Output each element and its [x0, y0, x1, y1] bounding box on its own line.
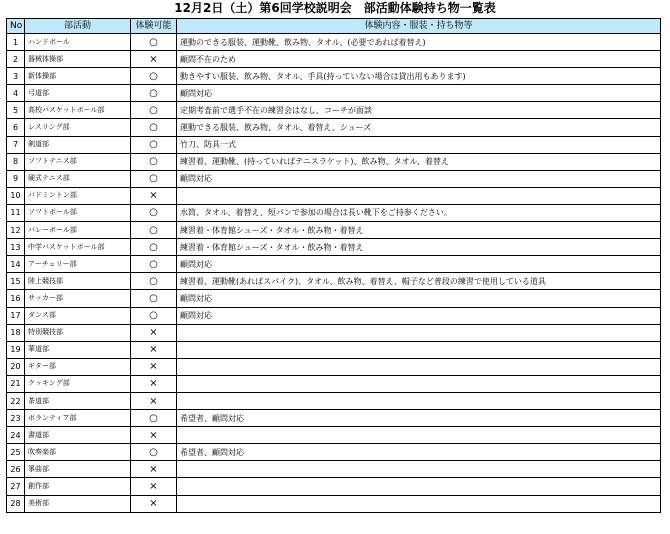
table-row — [7, 222, 661, 239]
row-number: 23 — [7, 410, 25, 427]
row-number: 22 — [7, 392, 25, 409]
row-number: 28 — [7, 495, 25, 512]
row-number: 10 — [7, 187, 25, 204]
table-row — [7, 290, 661, 307]
trial-details: 顧問対応 — [177, 170, 661, 187]
club-name: 創作部 — [25, 478, 131, 495]
club-name: サッカー部 — [25, 290, 131, 307]
trial-availability-mark: ○ — [131, 68, 177, 85]
table-row — [7, 273, 661, 290]
trial-availability-mark: ○ — [131, 256, 177, 273]
header-club: 部活動 — [25, 19, 131, 34]
trial-details — [177, 392, 661, 409]
trial-availability-mark: ○ — [131, 222, 177, 239]
table-row — [7, 392, 661, 409]
club-name: レスリング部 — [25, 119, 131, 136]
club-name: ソフトボール部 — [25, 204, 131, 221]
table-row — [7, 153, 661, 170]
row-number: 1 — [7, 34, 25, 51]
table-row — [7, 375, 661, 392]
table-row — [7, 136, 661, 153]
row-number: 27 — [7, 478, 25, 495]
trial-details: 顧問対応 — [177, 307, 661, 324]
trial-availability-mark: ○ — [131, 34, 177, 51]
club-name: 陸上競技部 — [25, 273, 131, 290]
trial-details — [177, 375, 661, 392]
table-row — [7, 256, 661, 273]
trial-availability-mark: × — [131, 358, 177, 375]
trial-details — [177, 358, 661, 375]
table-body — [7, 34, 661, 513]
trial-availability-mark: ○ — [131, 410, 177, 427]
table-row — [7, 34, 661, 51]
table-row — [7, 102, 661, 119]
row-number: 18 — [7, 324, 25, 341]
table-row — [7, 427, 661, 444]
row-number: 3 — [7, 68, 25, 85]
table-row — [7, 324, 661, 341]
trial-availability-mark: × — [131, 341, 177, 358]
club-items-table — [6, 18, 661, 513]
trial-details — [177, 461, 661, 478]
club-name: 茶道部 — [25, 392, 131, 409]
trial-availability-mark: × — [131, 427, 177, 444]
table-row — [7, 410, 661, 427]
club-name: 美術部 — [25, 495, 131, 512]
document-title: 12月2日（土）第6回学校説明会 部活動体験持ち物一覧表 — [174, 1, 496, 15]
trial-details — [177, 495, 661, 512]
trial-availability-mark: × — [131, 375, 177, 392]
trial-availability-mark: ○ — [131, 204, 177, 221]
row-number: 5 — [7, 102, 25, 119]
trial-details — [177, 324, 661, 341]
table-row — [7, 307, 661, 324]
trial-details: 顧問対応 — [177, 85, 661, 102]
trial-details — [177, 427, 661, 444]
club-name: 弓道部 — [25, 85, 131, 102]
club-name: 硬式テニス部 — [25, 170, 131, 187]
trial-details: 運動のできる服装、運動靴、飲み物、タオル、(必要であれば着替え) — [177, 34, 661, 51]
club-name: アーチェリー部 — [25, 256, 131, 273]
trial-availability-mark: × — [131, 324, 177, 341]
trial-details: 水筒、タオル、着替え、短パンで参加の場合は長い靴下をご持参ください。 — [177, 204, 661, 221]
trial-details — [177, 341, 661, 358]
row-number: 17 — [7, 307, 25, 324]
club-name: 新体操部 — [25, 68, 131, 85]
trial-availability-mark: ○ — [131, 102, 177, 119]
trial-details: 練習着、運動靴、(持っていればテニスラケット)、飲み物、タオル、着替え — [177, 153, 661, 170]
row-number: 20 — [7, 358, 25, 375]
trial-availability-mark: ○ — [131, 273, 177, 290]
trial-availability-mark: ○ — [131, 307, 177, 324]
table-row — [7, 461, 661, 478]
trial-details: 運動できる服装、飲み物、タオル、着替え、シューズ — [177, 119, 661, 136]
row-number: 9 — [7, 170, 25, 187]
trial-availability-mark: × — [131, 461, 177, 478]
club-name: クッキング部 — [25, 375, 131, 392]
trial-availability-mark: ○ — [131, 85, 177, 102]
table-row — [7, 444, 661, 461]
table-row — [7, 85, 661, 102]
trial-details: 顧問対応 — [177, 290, 661, 307]
row-number: 15 — [7, 273, 25, 290]
club-name: ギター部 — [25, 358, 131, 375]
trial-details — [177, 478, 661, 495]
trial-availability-mark: ○ — [131, 290, 177, 307]
table-row — [7, 68, 661, 85]
header-no: No — [7, 19, 25, 34]
club-name: ハンドボール — [25, 34, 131, 51]
club-name: 器械体操部 — [25, 51, 131, 68]
trial-details: 竹刀、防具一式 — [177, 136, 661, 153]
table-row — [7, 51, 661, 68]
club-name: 吹奏楽部 — [25, 444, 131, 461]
header-trial: 体験可能 — [131, 19, 177, 34]
row-number: 4 — [7, 85, 25, 102]
table-row — [7, 239, 661, 256]
trial-availability-mark: × — [131, 187, 177, 204]
table-row — [7, 478, 661, 495]
trial-availability-mark: ○ — [131, 444, 177, 461]
row-number: 12 — [7, 222, 25, 239]
trial-availability-mark: ○ — [131, 153, 177, 170]
row-number: 21 — [7, 375, 25, 392]
trial-details — [177, 187, 661, 204]
trial-availability-mark: ○ — [131, 119, 177, 136]
header-details: 体験内容・服装・持ち物等 — [177, 19, 661, 34]
trial-availability-mark: ○ — [131, 136, 177, 153]
club-name: バドミントン部 — [25, 187, 131, 204]
trial-availability-mark: × — [131, 392, 177, 409]
row-number: 14 — [7, 256, 25, 273]
trial-details: 練習着、運動靴(あればスパイク)、タオル、飲み物、着替え、帽子など普段の練習で使用している道具 — [177, 273, 661, 290]
row-number: 19 — [7, 341, 25, 358]
club-name: 特別競技部 — [25, 324, 131, 341]
row-number: 6 — [7, 119, 25, 136]
row-number: 26 — [7, 461, 25, 478]
table-row — [7, 187, 661, 204]
trial-details: 希望者、顧問対応 — [177, 410, 661, 427]
club-name: 中学バスケットボール部 — [25, 239, 131, 256]
trial-details: 希望者、顧問対応 — [177, 444, 661, 461]
trial-details: 定期考査前で選手不在の練習会はなし、コーチが面談 — [177, 102, 661, 119]
club-name: バレーボール部 — [25, 222, 131, 239]
club-name: 書道部 — [25, 427, 131, 444]
table-row — [7, 358, 661, 375]
trial-details: 動きやすい服装、飲み物、タオル、手具(持っていない場合は貸出用もあります) — [177, 68, 661, 85]
trial-availability-mark: × — [131, 495, 177, 512]
club-name: ソフトテニス部 — [25, 153, 131, 170]
trial-details: 練習着・体育館シューズ・タオル・飲み物・着替え — [177, 239, 661, 256]
trial-availability-mark: ○ — [131, 239, 177, 256]
table-row — [7, 119, 661, 136]
trial-details: 顧問不在のため — [177, 51, 661, 68]
club-name: ダンス部 — [25, 307, 131, 324]
table-row — [7, 341, 661, 358]
row-number: 24 — [7, 427, 25, 444]
table-row — [7, 170, 661, 187]
row-number: 13 — [7, 239, 25, 256]
club-name: ボランティア部 — [25, 410, 131, 427]
table-row — [7, 495, 661, 512]
table-row — [7, 204, 661, 221]
row-number: 7 — [7, 136, 25, 153]
trial-availability-mark: ○ — [131, 170, 177, 187]
trial-details: 練習着・体育館シューズ・タオル・飲み物・着替え — [177, 222, 661, 239]
row-number: 16 — [7, 290, 25, 307]
row-number: 11 — [7, 204, 25, 221]
club-name: 箏曲部 — [25, 461, 131, 478]
club-name: 華道部 — [25, 341, 131, 358]
trial-details: 顧問対応 — [177, 256, 661, 273]
row-number: 8 — [7, 153, 25, 170]
trial-availability-mark: × — [131, 478, 177, 495]
row-number: 2 — [7, 51, 25, 68]
club-name: 高校バスケットボール部 — [25, 102, 131, 119]
club-name: 剣道部 — [25, 136, 131, 153]
trial-availability-mark: × — [131, 51, 177, 68]
table-header-row — [7, 19, 661, 34]
row-number: 25 — [7, 444, 25, 461]
